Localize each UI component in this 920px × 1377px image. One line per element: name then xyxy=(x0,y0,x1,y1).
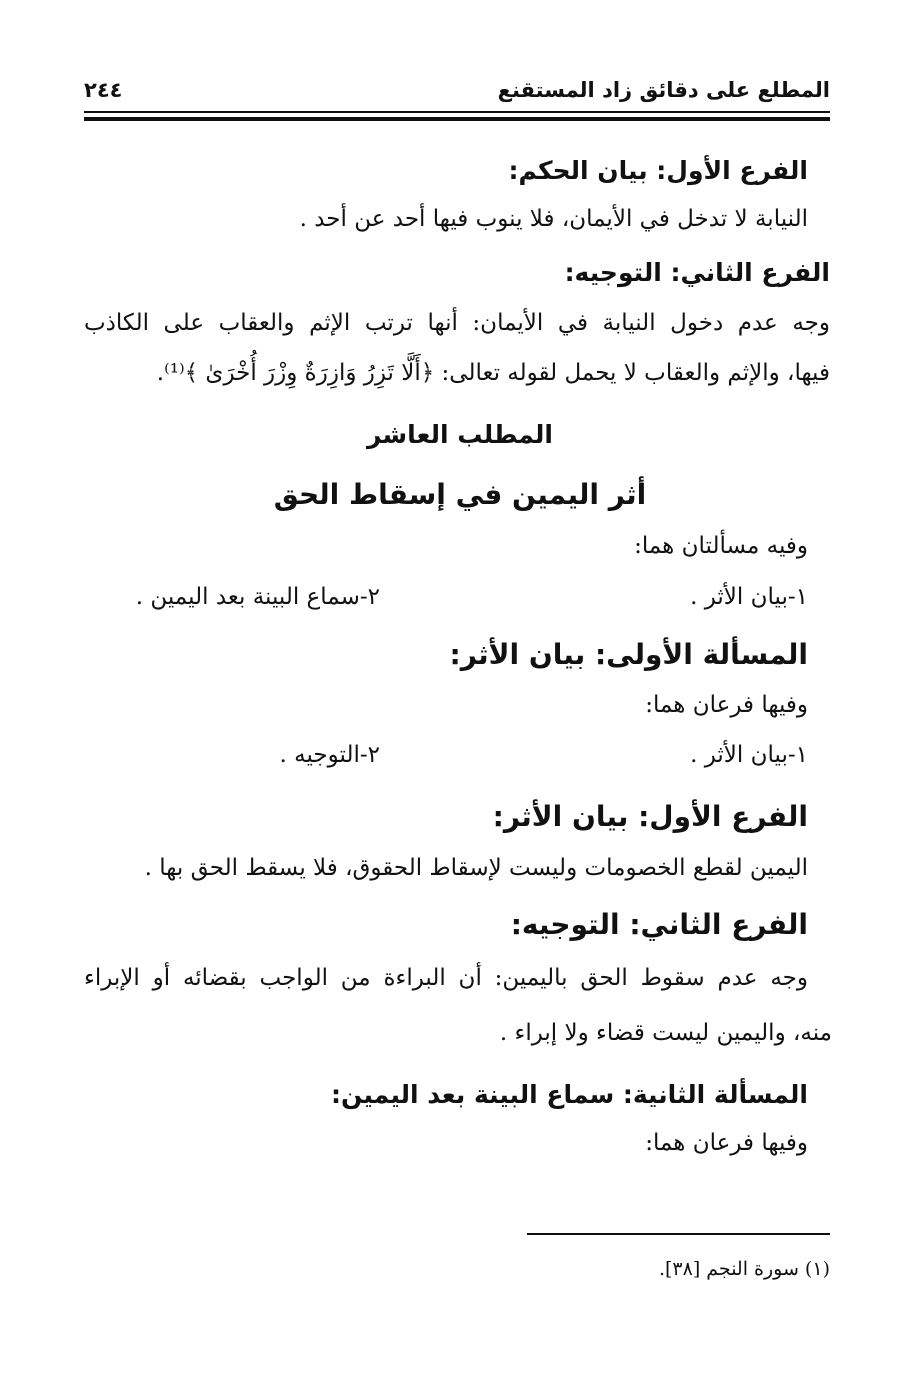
branch1-heading: الفرع الأول: بيان الحكم: xyxy=(508,156,808,185)
issue2-heading: المسألة الثانية: سماع البينة بعد اليمين: xyxy=(330,1080,808,1109)
intro-item-2: ٢-سماع البينة بعد اليمين . xyxy=(135,584,380,610)
header-rule-thin xyxy=(84,111,830,113)
branch2-heading: الفرع الثاني: التوجيه: xyxy=(564,258,830,287)
issue1-heading: المسألة الأولى: بيان الأثر: xyxy=(449,638,808,671)
book-title: المطلع على دقائق زاد المستقنع xyxy=(497,78,830,102)
issue1-item-1: ١-بيان الأثر . xyxy=(690,742,808,768)
branch1-text: النيابة لا تدخل في الأيمان، فلا ينوب فيها أحد عن أحد . xyxy=(299,206,808,232)
page-number: ٢٤٤ xyxy=(84,78,123,102)
issue1-branch2-line2: منه، واليمين ليست قضاء ولا إبراء . xyxy=(499,1020,832,1046)
issue1-item-2: ٢-التوجيه . xyxy=(279,742,380,768)
branch2-text-line2: فيها، والإثم والعقاب لا يحمل لقوله تعالى: ﴿أَلَّا تَزِرُ وَازِرَةٌ وِزْرَ أُخْرَىٰ ﴾⁽¹⁾. xyxy=(156,360,830,386)
section-subtitle: أثر اليمين في إسقاط الحق xyxy=(273,478,647,511)
issue2-intro: وفيها فرعان هما: xyxy=(645,1130,808,1156)
header-rule-thick xyxy=(84,117,830,121)
issue1-branch2-heading: الفرع الثاني: التوجيه: xyxy=(510,908,808,941)
running-header xyxy=(84,76,830,106)
footnote-rule xyxy=(527,1233,830,1235)
branch2-text-line1: وجه عدم دخول النيابة في الأيمان: أنها ترتب الإثم والعقاب على الكاذب xyxy=(84,310,830,336)
intro-text: وفيه مسألتان هما: xyxy=(634,533,808,559)
issue1-branch2-line1: وجه عدم سقوط الحق باليمين: أن البراءة من الواجب بقضائه أو الإبراء xyxy=(84,965,808,991)
issue1-branch1-heading: الفرع الأول: بيان الأثر: xyxy=(492,800,808,833)
issue1-branch1-text: اليمين لقطع الخصومات وليست لإسقاط الحقوق، فلا يسقط الحق بها . xyxy=(144,855,808,881)
intro-item-1: ١-بيان الأثر . xyxy=(690,584,808,610)
issue1-intro: وفيها فرعان هما: xyxy=(645,692,808,718)
section-title: المطلب العاشر xyxy=(366,420,554,449)
footnote-text: (١) سورة النجم [٣٨]. xyxy=(658,1258,830,1280)
